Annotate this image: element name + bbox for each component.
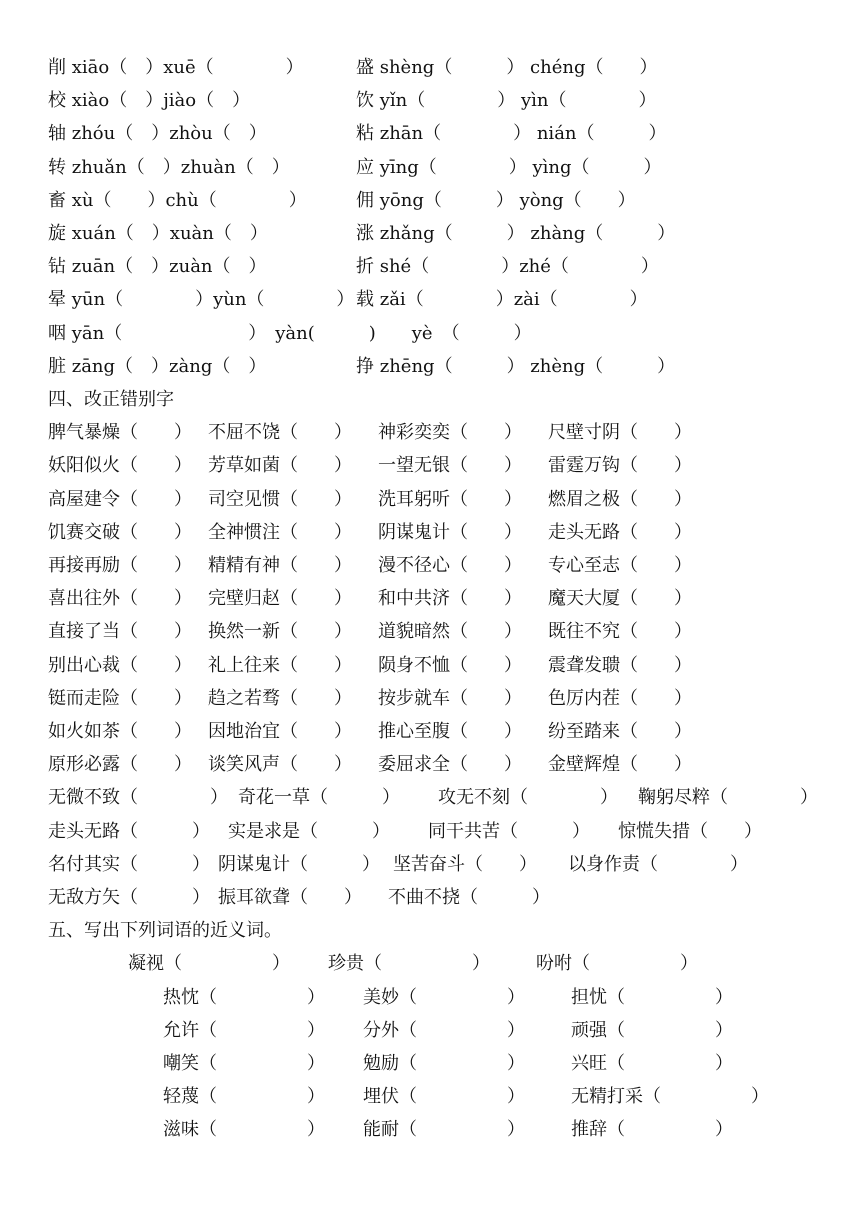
- synonym-item: 滋味（ ）: [163, 1119, 325, 1140]
- idiom-item: 不屈不饶（ ）: [208, 422, 352, 443]
- idiom-item: 委屈求全（ ）: [378, 754, 522, 775]
- idiom-item: 纷至踏来（ ）: [548, 721, 692, 742]
- pinyin-pair-left: 脏 zāng（ ）zàng（ ）: [48, 356, 267, 377]
- pinyin-pair-right: 挣 zhēng（ ） zhèng（ ）: [356, 356, 676, 377]
- pinyin-pair-left: 转 zhuǎn（ ）zhuàn（ ）: [48, 157, 290, 178]
- idiom-item: 无敌方矢（ ）: [48, 887, 210, 908]
- synonym-item: 分外（ ）: [363, 1020, 525, 1041]
- idiom-item: 洗耳躬听（ ）: [378, 489, 522, 510]
- idiom-item: 直接了当（ ）: [48, 621, 192, 642]
- idiom-item: 攻无不刻（ ）: [438, 787, 618, 808]
- idiom-item: 原形必露（ ）: [48, 754, 192, 775]
- pinyin-pair-right: 盛 shèng（ ） chéng（ ）: [356, 57, 658, 78]
- idiom-item: 振耳欲聋（ ）: [218, 887, 362, 908]
- idiom-item: 走头无路（ ）: [548, 522, 692, 543]
- pinyin-pair-left: 咽 yān（ ） yàn( ) yè （ ）: [48, 323, 532, 344]
- idiom-item: 芳草如菌（ ）: [208, 455, 352, 476]
- synonym-item: 热忱（ ）: [163, 987, 325, 1008]
- synonym-item: 兴旺（ ）: [571, 1053, 733, 1074]
- idiom-item: 奇花一草（ ）: [238, 787, 400, 808]
- synonym-item: 珍贵（ ）: [328, 953, 490, 974]
- idiom-item: 尺壁寸阴（ ）: [548, 422, 692, 443]
- idiom-item: 阴谋鬼计（ ）: [378, 522, 522, 543]
- synonym-item: 推辞（ ）: [571, 1119, 733, 1140]
- synonym-item: 能耐（ ）: [363, 1119, 525, 1140]
- idiom-item: 雷霆万钩（ ）: [548, 455, 692, 476]
- idiom-item: 饥赛交破（ ）: [48, 522, 192, 543]
- idiom-item: 同干共苦（ ）: [428, 821, 590, 842]
- idiom-item: 坚苦奋斗（ ）: [393, 854, 537, 875]
- idiom-item: 礼上往来（ ）: [208, 655, 352, 676]
- idiom-item: 脾气暴燥（ ）: [48, 422, 192, 443]
- idiom-item: 以身作责（ ）: [568, 854, 748, 875]
- idiom-item: 司空见惯（ ）: [208, 489, 352, 510]
- synonym-item: 无精打采（ ）: [571, 1086, 769, 1107]
- idiom-item: 惊慌失措（ ）: [618, 821, 762, 842]
- idiom-item: 漫不径心（ ）: [378, 555, 522, 576]
- pinyin-pair-left: 旋 xuán（ ）xuàn（ ）: [48, 223, 268, 244]
- idiom-item: 铤而走险（ ）: [48, 688, 192, 709]
- synonym-item: 顽强（ ）: [571, 1020, 733, 1041]
- pinyin-pair-right: 载 zǎi（ ）zài（ ）: [356, 289, 648, 310]
- pinyin-pair-left: 钻 zuān（ ）zuàn（ ）: [48, 256, 267, 277]
- pinyin-pair-right: 饮 yǐn（ ） yìn（ ）: [356, 90, 657, 111]
- idiom-item: 鞠躬尽粹（ ）: [638, 787, 818, 808]
- synonym-item: 勉励（ ）: [363, 1053, 525, 1074]
- idiom-item: 无微不致（ ）: [48, 787, 228, 808]
- pinyin-pair-right: 涨 zhǎng（ ） zhàng（ ）: [356, 223, 676, 244]
- idiom-item: 推心至腹（ ）: [378, 721, 522, 742]
- idiom-item: 精精有神（ ）: [208, 555, 352, 576]
- idiom-item: 燃眉之极（ ）: [548, 489, 692, 510]
- idiom-item: 全神惯注（ ）: [208, 522, 352, 543]
- idiom-item: 道貌暗然（ ）: [378, 621, 522, 642]
- idiom-item: 喜出往外（ ）: [48, 588, 192, 609]
- idiom-item: 一望无银（ ）: [378, 455, 522, 476]
- pinyin-pair-right: 折 shé（ ）zhé（ ）: [356, 256, 659, 277]
- synonym-item: 嘲笑（ ）: [163, 1053, 325, 1074]
- idiom-item: 实是求是（ ）: [228, 821, 390, 842]
- idiom-item: 金壁辉煌（ ）: [548, 754, 692, 775]
- idiom-item: 再接再励（ ）: [48, 555, 192, 576]
- synonym-item: 埋伏（ ）: [363, 1086, 525, 1107]
- pinyin-pair-left: 畜 xù（ ）chù（ ）: [48, 190, 307, 211]
- synonym-item: 担忧（ ）: [571, 987, 733, 1008]
- idiom-item: 和中共济（ ）: [378, 588, 522, 609]
- idiom-item: 专心至志（ ）: [548, 555, 692, 576]
- idiom-item: 震聋发聩（ ）: [548, 655, 692, 676]
- synonym-item: 凝视（ ）: [128, 953, 290, 974]
- section-title: 四、改正错别字: [48, 389, 174, 410]
- idiom-item: 既往不究（ ）: [548, 621, 692, 642]
- pinyin-pair-left: 校 xiào（ ）jiào（ ）: [48, 90, 251, 111]
- idiom-item: 妖阳似火（ ）: [48, 455, 192, 476]
- idiom-item: 别出心裁（ ）: [48, 655, 192, 676]
- idiom-item: 完壁归赵（ ）: [208, 588, 352, 609]
- idiom-item: 谈笑风声（ ）: [208, 754, 352, 775]
- idiom-item: 按步就车（ ）: [378, 688, 522, 709]
- idiom-item: 陨身不恤（ ）: [378, 655, 522, 676]
- idiom-item: 阴谋鬼计（ ）: [218, 854, 380, 875]
- pinyin-pair-right: 粘 zhān（ ） nián（ ）: [356, 123, 667, 144]
- synonym-item: 吩咐（ ）: [536, 953, 698, 974]
- synonym-item: 轻蔑（ ）: [163, 1086, 325, 1107]
- pinyin-pair-right: 佣 yōng（ ） yòng（ ）: [356, 190, 636, 211]
- idiom-item: 神彩奕奕（ ）: [378, 422, 522, 443]
- idiom-item: 不曲不挠（ ）: [388, 887, 550, 908]
- section-title: 五、写出下列词语的近义词。: [48, 920, 282, 941]
- idiom-item: 高屋建令（ ）: [48, 489, 192, 510]
- idiom-item: 因地治宜（ ）: [208, 721, 352, 742]
- synonym-item: 允许（ ）: [163, 1020, 325, 1041]
- idiom-item: 换然一新（ ）: [208, 621, 352, 642]
- pinyin-pair-left: 晕 yūn（ ）yùn（ ）: [48, 289, 355, 310]
- idiom-item: 名付其实（ ）: [48, 854, 210, 875]
- idiom-item: 如火如茶（ ）: [48, 721, 192, 742]
- idiom-item: 趋之若骛（ ）: [208, 688, 352, 709]
- idiom-item: 走头无路（ ）: [48, 821, 210, 842]
- pinyin-pair-right: 应 yīng（ ） yìng（ ）: [356, 157, 662, 178]
- pinyin-pair-left: 削 xiāo（ ）xuē（ ）: [48, 57, 304, 78]
- pinyin-pair-left: 轴 zhóu（ ）zhòu（ ）: [48, 123, 267, 144]
- idiom-item: 色厉内茬（ ）: [548, 688, 692, 709]
- synonym-item: 美妙（ ）: [363, 987, 525, 1008]
- idiom-item: 魔天大厦（ ）: [548, 588, 692, 609]
